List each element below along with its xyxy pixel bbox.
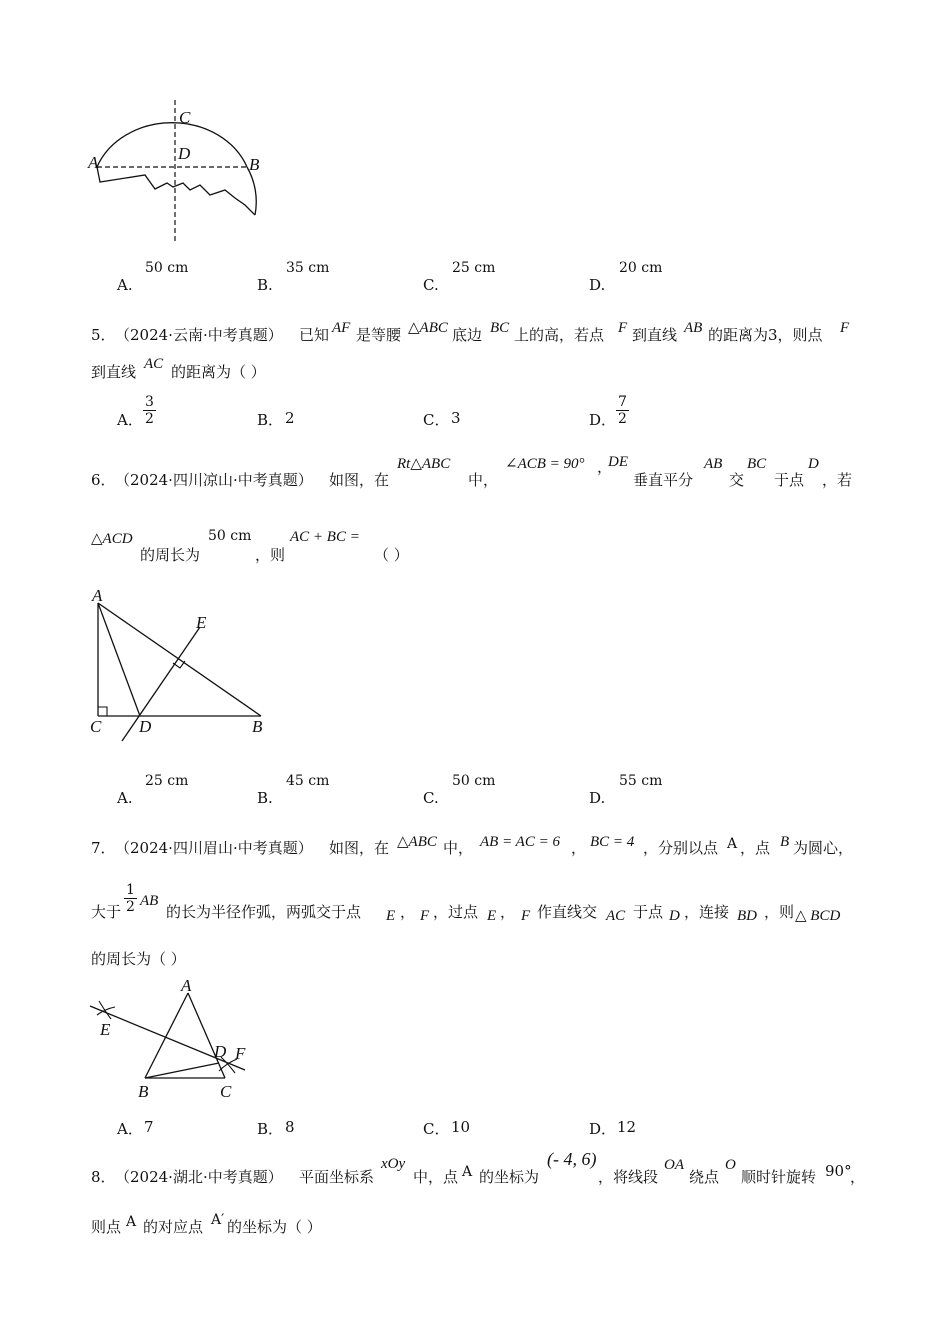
q5-option-a-num: 3 (145, 394, 154, 410)
q8-source: （2024·湖北·中考真题） (115, 1168, 283, 1186)
q6-math-angle: ∠ACB = 90° (505, 456, 585, 472)
q7-label-a: A (181, 976, 192, 995)
q5-math-ac: AC (144, 356, 164, 372)
q8-text-3: 的坐标为 (479, 1168, 540, 1186)
q6-text-6: 于点 (774, 471, 805, 489)
q7-label-d: D (214, 1042, 227, 1061)
q7-text-4: ，分别以点 (643, 839, 719, 857)
q6-text-8: 的周长为 (140, 546, 201, 564)
q5-text-3: 底边 (452, 326, 483, 344)
q4-option-b-letter[interactable]: B. (257, 276, 273, 294)
q5-text-1: 已知 (299, 326, 330, 344)
q6-option-b-letter[interactable]: B. (257, 789, 273, 807)
q6-text-7: ，若 (822, 471, 853, 489)
q7-math-bcd: △ BCD (795, 908, 841, 924)
q5-source: （2024·云南·中考真题） (115, 326, 283, 344)
q5-option-d-den: 2 (618, 411, 627, 427)
q8-math-xoy: xOy (381, 1156, 406, 1172)
q7-number: 7． (91, 839, 116, 857)
q7-math-ac: AC (606, 908, 626, 924)
q7-option-d-letter[interactable]: D． (589, 1120, 617, 1138)
q8-text-9: 的对应点 (143, 1218, 204, 1236)
q7-diagram (85, 975, 260, 1105)
q7-math-bd: BD (737, 908, 757, 924)
q8-text-4: ，将线段 (598, 1168, 659, 1186)
q7-math-e2: E (487, 908, 497, 924)
q6-option-c-value: 50 cm (452, 773, 496, 789)
q8-text-6: 顺时针旋转 (741, 1168, 817, 1186)
q7-option-b-letter[interactable]: B． (257, 1120, 284, 1138)
q7-text-2: 中， (443, 839, 474, 857)
q6-math-de: DE (608, 454, 628, 470)
q7-math-abc: △ABC (397, 834, 437, 850)
q8-math-oa: OA (664, 1157, 684, 1173)
q7-label-e: E (100, 1020, 111, 1039)
q8-math-a: A (462, 1164, 473, 1180)
q5-text-5: 到直线 (632, 326, 678, 344)
q6-text-10: （ ） (374, 546, 409, 564)
q7-text-16: 的周长为（ ） (91, 950, 186, 968)
q6-math-acd: △ACD (91, 531, 133, 547)
q5-option-a-den: 2 (145, 411, 154, 427)
q7-half-num: 1 (126, 882, 135, 898)
q7-math-f: F (420, 908, 430, 924)
q8-math-a2: A (126, 1214, 137, 1230)
q7-text-8: 的长为半径作弧，两弧交于点 (166, 903, 362, 921)
q6-number: 6． (91, 471, 116, 489)
q8-text-2: 中，点 (413, 1168, 459, 1186)
q7-text-15: ，则 (764, 903, 795, 921)
q4-label-d: D (178, 144, 191, 163)
q5-math-abc: △ABC (408, 320, 448, 336)
q6-source: （2024·四川凉山·中考真题） (115, 471, 313, 489)
q4-label-b: B (249, 155, 260, 174)
q5-option-a-fraction (143, 394, 156, 427)
q8-number: 8． (91, 1168, 116, 1186)
q5-option-d-letter[interactable]: D． (589, 411, 617, 429)
q6-math-perimeter: 50 cm (208, 528, 252, 544)
q5-math-af: AF (332, 320, 351, 336)
q4-label-a: A (88, 153, 99, 172)
q7-option-c-value: 10 (451, 1118, 471, 1136)
q7-label-c: C (220, 1082, 232, 1101)
q7-option-b-value: 8 (285, 1118, 295, 1136)
q8-math-aprime: A′ (211, 1212, 225, 1228)
q7-label-b: B (138, 1082, 149, 1101)
q6-option-a-letter[interactable]: A. (117, 789, 133, 807)
q6-math-d: D (808, 456, 819, 472)
q4-option-c-letter[interactable]: C. (423, 276, 439, 294)
q5-math-bc: BC (490, 320, 510, 336)
q6-label-d: D (139, 717, 152, 736)
q5-number: 5． (91, 326, 116, 344)
q4-option-b-value: 35 cm (286, 260, 330, 276)
q7-text-11: ， (500, 903, 516, 921)
q6-diagram (85, 585, 275, 745)
q7-label-f: F (235, 1044, 246, 1063)
q6-option-c-letter[interactable]: C. (423, 789, 439, 807)
q6-text-3: ， (597, 458, 613, 476)
q7-half-den: 2 (126, 899, 135, 915)
q8-text-8: 则点 (91, 1218, 122, 1236)
q6-option-d-value: 55 cm (619, 773, 663, 789)
q7-option-c-letter[interactable]: C． (423, 1120, 450, 1138)
q7-math-bc: BC = 4 (590, 834, 635, 850)
q6-text-2: 中， (468, 471, 499, 489)
q7-text-13: 于点 (633, 903, 664, 921)
q4-label-c: C (179, 108, 191, 127)
q7-text-14: ，连接 (684, 903, 730, 921)
q5-option-b-value: 2 (285, 409, 295, 427)
q7-math-a: A (727, 836, 738, 852)
q5-text-7: 到直线 (91, 363, 137, 381)
q8-math-o: O (725, 1157, 736, 1173)
q5-text-6: 的距离为3，则点 (708, 326, 823, 344)
q5-text-2: 是等腰 (356, 326, 402, 344)
q7-math-ab: AB (140, 893, 159, 909)
q6-label-e: E (196, 613, 207, 632)
q5-math-ab: AB (684, 320, 703, 336)
q5-option-c-letter[interactable]: C． (423, 411, 450, 429)
q7-math-ab-ac: AB = AC = 6 (480, 834, 560, 850)
q6-text-5: 交 (729, 471, 745, 489)
q7-text-6: 为圆心， (793, 839, 854, 857)
q4-option-d-letter[interactable]: D. (589, 276, 606, 294)
q7-math-d: D (669, 908, 680, 924)
q5-option-d-fraction (616, 394, 629, 427)
q6-option-a-value: 25 cm (145, 773, 189, 789)
q7-option-a-value: 7 (144, 1118, 154, 1136)
q5-math-f: F (618, 320, 628, 336)
q7-option-d-value: 12 (617, 1118, 637, 1136)
q8-text-7: ， (850, 1168, 866, 1186)
q5-option-a-letter[interactable]: A． (117, 411, 143, 429)
q8-text-5: 绕点 (689, 1168, 720, 1186)
q6-text-9: ，则 (255, 546, 286, 564)
q7-math-b: B (780, 834, 790, 850)
q4-option-c-value: 25 cm (452, 260, 496, 276)
q7-text-5: ，点 (740, 839, 771, 857)
q8-text-10: 的坐标为（ ） (227, 1218, 322, 1236)
q7-text-3: ， (571, 839, 587, 857)
q5-text-8: 的距离为（ ） (171, 363, 266, 381)
q6-label-a: A (92, 586, 103, 605)
q6-option-d-letter[interactable]: D. (589, 789, 606, 807)
q6-math-sum: AC + BC = (290, 529, 360, 545)
q6-option-b-value: 45 cm (286, 773, 330, 789)
q5-option-c-value: 3 (451, 409, 461, 427)
q6-label-c: C (90, 717, 102, 736)
q4-option-a-value: 50 cm (145, 260, 189, 276)
q7-source: （2024·四川眉山·中考真题） (115, 839, 313, 857)
q7-text-7: 大于 (91, 903, 122, 921)
q7-text-10: ，过点 (433, 903, 479, 921)
q7-text-9: ， (400, 903, 416, 921)
q7-half-fraction (124, 882, 137, 915)
q6-math-ab: AB (704, 456, 723, 472)
q6-label-b: B (252, 717, 263, 736)
q4-option-a-letter[interactable]: A. (117, 276, 133, 294)
q6-text-4: 垂直平分 (633, 471, 694, 489)
q7-option-a-letter[interactable]: A． (117, 1120, 143, 1138)
q8-math-deg: 90° (825, 1162, 852, 1180)
q8-math-coord: (- 4, 6) (547, 1149, 597, 1169)
q7-text-12: 作直线交 (537, 903, 598, 921)
q5-text-4: 上的高，若点 (514, 326, 605, 344)
q6-math-bc: BC (747, 456, 767, 472)
q7-text-1: 如图，在 (329, 839, 390, 857)
q6-math-rt-abc: Rt△ABC (397, 456, 451, 472)
q7-math-f2: F (521, 908, 531, 924)
q8-text-1: 平面坐标系 (299, 1168, 375, 1186)
q5-math-f2: F (840, 320, 850, 336)
q4-diagram (85, 95, 275, 247)
q4-option-d-value: 20 cm (619, 260, 663, 276)
q7-math-e: E (386, 908, 396, 924)
q5-option-d-num: 7 (618, 394, 627, 410)
q5-option-b-letter[interactable]: B． (257, 411, 284, 429)
q6-text-1: 如图，在 (329, 471, 390, 489)
